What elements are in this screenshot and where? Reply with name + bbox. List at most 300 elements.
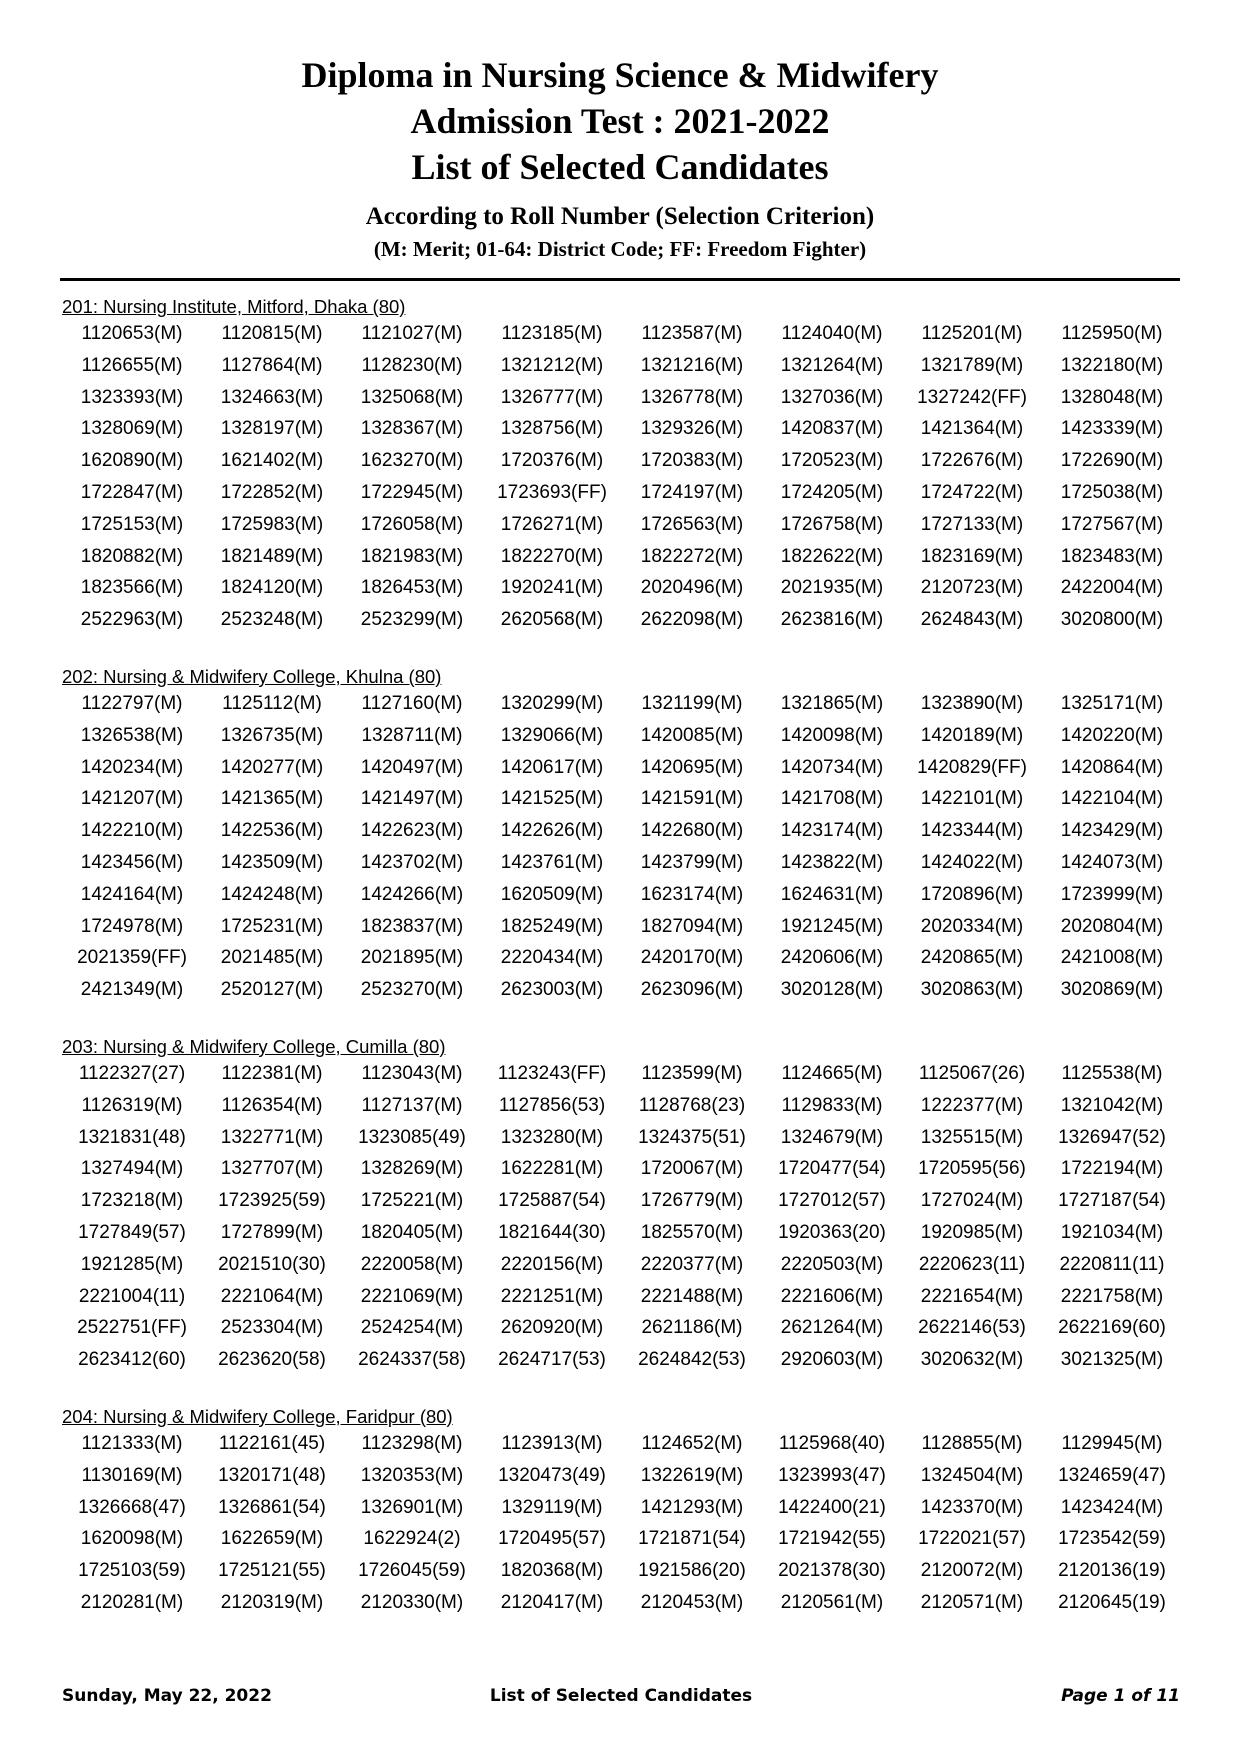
- roll-number: 1921586(20): [638, 1560, 746, 1582]
- roll-number: 1726058(M): [360, 513, 464, 535]
- roll-number: 1329119(M): [501, 1496, 603, 1518]
- roll-number: 1620098(M): [80, 1528, 184, 1550]
- roll-number: 3020800(M): [1060, 609, 1164, 631]
- roll-number: 1123599(M): [641, 1062, 743, 1084]
- footer-page-number: Page 1 of 11: [1061, 1686, 1180, 1706]
- roll-number: 1727133(M): [920, 513, 1024, 535]
- roll-number: 1128855(M): [921, 1432, 1023, 1454]
- roll-number: 2221488(M): [640, 1285, 744, 1307]
- roll-number: 1920985(M): [920, 1221, 1024, 1243]
- roll-number: 2623620(58): [218, 1349, 326, 1371]
- roll-number: 2920603(M): [780, 1349, 884, 1371]
- roll-number: 2221654(M): [920, 1285, 1024, 1307]
- roll-number: 1420829(FF): [917, 756, 1027, 778]
- roll-number: 1123185(M): [501, 323, 603, 344]
- roll-number: 1423339(M): [1060, 418, 1164, 440]
- roll-number: 1422680(M): [640, 820, 744, 842]
- roll-number: 3020632(M): [920, 1349, 1024, 1371]
- roll-number: 2020496(M): [640, 577, 744, 599]
- roll-number: 1326777(M): [500, 386, 604, 408]
- roll-number: 1125950(M): [1061, 323, 1163, 344]
- college-section: [62, 666, 1180, 1006]
- roll-number: 1124652(M): [641, 1432, 743, 1454]
- roll-number: 2021378(30): [778, 1560, 886, 1582]
- roll-number: 2221758(M): [1060, 1285, 1164, 1307]
- roll-number: 1122327(27): [78, 1062, 186, 1084]
- roll-number: 1423174(M): [780, 820, 884, 842]
- roll-number: 1421365(M): [220, 788, 324, 810]
- roll-number: 3021325(M): [1060, 1349, 1164, 1371]
- roll-number: 2020334(M): [920, 915, 1024, 937]
- roll-number: 1323393(M): [80, 386, 184, 408]
- roll-number: 1126319(M): [81, 1094, 183, 1116]
- roll-number: 1423509(M): [220, 851, 324, 873]
- roll-number: 1722852(M): [220, 481, 324, 503]
- roll-number: 1720067(M): [640, 1158, 744, 1180]
- roll-number: 1423370(M): [920, 1496, 1024, 1518]
- roll-number: 1323993(47): [778, 1464, 886, 1486]
- roll-number: 1823837(M): [360, 915, 464, 937]
- roll-number: 3020863(M): [920, 979, 1024, 1001]
- roll-number: 1328069(M): [80, 418, 184, 440]
- roll-number: 2622098(M): [640, 609, 744, 631]
- roll-number: 2221606(M): [780, 1285, 884, 1307]
- roll-number: 1326538(M): [80, 724, 184, 746]
- roll-number: 1422101(M): [920, 788, 1024, 810]
- roll-number: 1424266(M): [360, 883, 464, 905]
- roll-number: 1421207(M): [80, 788, 184, 810]
- roll-number: 1622924(2): [363, 1528, 461, 1550]
- roll-number: 1326861(54): [218, 1496, 326, 1518]
- roll-number: 1326778(M): [640, 386, 744, 408]
- roll-number: 1821644(30): [498, 1221, 606, 1243]
- roll-number: 1824120(M): [220, 577, 324, 599]
- roll-number: 3020869(M): [1060, 979, 1164, 1001]
- roll-number: 1420497(M): [360, 756, 464, 778]
- roll-number: 2420606(M): [780, 947, 884, 969]
- roll-number: 1822270(M): [500, 545, 604, 567]
- college-section: [62, 1036, 1180, 1376]
- roll-number: 2421349(M): [80, 979, 184, 1001]
- roll-number: 2221251(M): [500, 1285, 604, 1307]
- roll-number: 1320299(M): [500, 692, 604, 714]
- roll-number: 1827094(M): [640, 915, 744, 937]
- roll-number: 1823169(M): [920, 545, 1024, 567]
- roll-number: 1125538(M): [1061, 1062, 1163, 1084]
- roll-number: 1622659(M): [220, 1528, 324, 1550]
- roll-number: 1421497(M): [360, 788, 464, 810]
- roll-number: 2520127(M): [220, 979, 324, 1001]
- roll-number: 2620568(M): [500, 609, 604, 631]
- roll-grid: [62, 1058, 1180, 1376]
- roll-number: 2523299(M): [360, 609, 464, 631]
- roll-number: 1122797(M): [81, 692, 183, 714]
- roll-number: 2420170(M): [640, 947, 744, 969]
- roll-number: 2221004(11): [78, 1285, 186, 1307]
- roll-number: 1328269(M): [360, 1158, 464, 1180]
- roll-number: 1321789(M): [920, 354, 1024, 376]
- roll-number: 1130169(M): [81, 1464, 183, 1486]
- roll-number: 2624842(53): [638, 1349, 746, 1371]
- roll-number: 1724722(M): [920, 481, 1024, 503]
- roll-number: 1422536(M): [220, 820, 324, 842]
- roll-number: 1820368(M): [500, 1560, 604, 1582]
- roll-number: 1120653(M): [81, 323, 183, 344]
- roll-number: 1822272(M): [640, 545, 744, 567]
- roll-number: 1320171(48): [218, 1464, 326, 1486]
- section-title: 204: Nursing & Midwifery College, Faridpur (80): [62, 1405, 453, 1427]
- roll-number: 1420098(M): [780, 724, 884, 746]
- header-divider: [60, 278, 1180, 281]
- roll-number: 1124040(M): [781, 323, 883, 344]
- roll-number: 1424164(M): [80, 883, 184, 905]
- roll-number: 1423429(M): [1060, 820, 1164, 842]
- roll-number: 1822622(M): [780, 545, 884, 567]
- roll-number: 1123913(M): [501, 1432, 603, 1454]
- roll-number: 1727187(54): [1058, 1190, 1166, 1212]
- roll-number: 1126655(M): [81, 354, 183, 376]
- roll-grid: [62, 688, 1180, 1006]
- roll-number: 2620920(M): [500, 1317, 604, 1339]
- roll-number: 1325515(M): [920, 1126, 1024, 1148]
- college-section: [62, 1406, 1180, 1619]
- roll-number: 1725983(M): [220, 513, 324, 535]
- roll-number: 1128230(M): [361, 354, 463, 376]
- sections-container: [62, 296, 1180, 1649]
- roll-number: 1622281(M): [500, 1158, 604, 1180]
- roll-number: 1127856(53): [498, 1094, 606, 1116]
- roll-number: 2220503(M): [780, 1253, 884, 1275]
- roll-number: 2120319(M): [220, 1591, 324, 1613]
- roll-number: 1125201(M): [921, 323, 1023, 344]
- roll-number: 1723218(M): [80, 1190, 184, 1212]
- roll-number: 1121333(M): [81, 1432, 183, 1454]
- roll-number: 1327707(M): [220, 1158, 324, 1180]
- roll-number: 1423344(M): [920, 820, 1024, 842]
- roll-number: 1921034(M): [1060, 1221, 1164, 1243]
- roll-number: 2220811(11): [1059, 1253, 1165, 1275]
- roll-number: 1329066(M): [500, 724, 604, 746]
- roll-number: 1325171(M): [1060, 692, 1164, 714]
- roll-number: 2522751(FF): [77, 1317, 187, 1339]
- roll-number: 1421525(M): [500, 788, 604, 810]
- roll-number: 1725221(M): [360, 1190, 464, 1212]
- roll-number: 2522963(M): [80, 609, 184, 631]
- roll-number: 1328711(M): [361, 724, 463, 746]
- roll-number: 2021935(M): [780, 577, 884, 599]
- roll-number: 1727899(M): [220, 1221, 324, 1243]
- roll-number: 2021359(FF): [77, 947, 187, 969]
- roll-number: 1321264(M): [780, 354, 884, 376]
- roll-number: 1328756(M): [500, 418, 604, 440]
- roll-number: 1620509(M): [500, 883, 604, 905]
- roll-number: 2621264(M): [780, 1317, 884, 1339]
- roll-number: 2021485(M): [220, 947, 324, 969]
- roll-number: 1720376(M): [500, 450, 604, 472]
- section-title: 203: Nursing & Midwifery College, Cumilla (80): [62, 1035, 446, 1057]
- roll-number: 1127137(M): [361, 1094, 463, 1116]
- section-title: 202: Nursing & Midwifery College, Khulna (80): [62, 665, 442, 687]
- roll-number: 2623003(M): [500, 979, 604, 1001]
- roll-number: 1422623(M): [360, 820, 464, 842]
- title-line-2: Admission Test : 2021-2022: [410, 101, 830, 141]
- roll-number: 2624843(M): [920, 609, 1024, 631]
- roll-number: 2120136(19): [1058, 1560, 1166, 1582]
- roll-number: 1727012(57): [778, 1190, 886, 1212]
- roll-number: 1722194(M): [1060, 1158, 1164, 1180]
- roll-number: 2221064(M): [220, 1285, 324, 1307]
- roll-number: 1322619(M): [640, 1464, 744, 1486]
- roll-number: 1420189(M): [920, 724, 1024, 746]
- roll-number: 2120417(M): [500, 1591, 604, 1613]
- roll-number: 1620890(M): [80, 450, 184, 472]
- roll-number: 1321212(M): [500, 354, 604, 376]
- roll-number: 1423456(M): [80, 851, 184, 873]
- roll-grid: [62, 1428, 1180, 1619]
- roll-number: 2421008(M): [1060, 947, 1164, 969]
- roll-number: 1826453(M): [360, 577, 464, 599]
- roll-number: 1423799(M): [640, 851, 744, 873]
- roll-number: 1722676(M): [920, 450, 1024, 472]
- roll-number: 1125112(M): [222, 692, 322, 714]
- roll-number: 1322180(M): [1060, 354, 1164, 376]
- footer-date: Sunday, May 22, 2022: [62, 1686, 272, 1706]
- roll-number: 1328048(M): [1060, 386, 1164, 408]
- roll-number: 1623174(M): [640, 883, 744, 905]
- roll-number: 1120815(M): [221, 323, 323, 344]
- roll-number: 1124665(M): [781, 1062, 883, 1084]
- roll-number: 1321831(48): [78, 1126, 186, 1148]
- roll-number: 1129833(M): [781, 1094, 883, 1116]
- roll-number: 1420864(M): [1060, 756, 1164, 778]
- roll-number: 1723925(59): [218, 1190, 326, 1212]
- footer-title: List of Selected Candidates: [489, 1686, 753, 1706]
- roll-number: 1720383(M): [640, 450, 744, 472]
- roll-number: 1326901(M): [360, 1496, 464, 1518]
- roll-number: 1123587(M): [641, 323, 743, 344]
- roll-number: 1122161(45): [218, 1432, 326, 1454]
- roll-number: 1720595(56): [918, 1158, 1026, 1180]
- roll-number: 1920363(20): [778, 1221, 886, 1243]
- roll-number: 1324375(51): [638, 1126, 746, 1148]
- roll-number: 1322771(M): [220, 1126, 324, 1148]
- roll-number: 1725121(55): [218, 1560, 326, 1582]
- roll-number: 1920241(M): [500, 577, 604, 599]
- roll-number: 2220377(M): [640, 1253, 744, 1275]
- roll-number: 1126354(M): [221, 1094, 323, 1116]
- roll-number: 1423424(M): [1060, 1496, 1164, 1518]
- roll-number: 1724978(M): [80, 915, 184, 937]
- roll-number: 2624717(53): [498, 1349, 606, 1371]
- roll-number: 1123043(M): [361, 1062, 463, 1084]
- roll-number: 1823483(M): [1060, 545, 1164, 567]
- roll-number: 1125067(26): [918, 1062, 1026, 1084]
- roll-number: 1420837(M): [780, 418, 884, 440]
- roll-number: 1720495(57): [498, 1528, 606, 1550]
- roll-number: 1921245(M): [780, 915, 884, 937]
- roll-number: 1420085(M): [640, 724, 744, 746]
- roll-number: 2120561(M): [780, 1591, 884, 1613]
- title-line-3: List of Selected Candidates: [411, 147, 829, 187]
- roll-number: 2623096(M): [640, 979, 744, 1001]
- roll-number: 1423702(M): [360, 851, 464, 873]
- roll-number: 1122381(M): [221, 1062, 323, 1084]
- roll-number: 1726758(M): [780, 513, 884, 535]
- roll-number: 2120645(19): [1058, 1591, 1166, 1613]
- roll-number: 2420865(M): [920, 947, 1024, 969]
- roll-number: 1327242(FF): [917, 386, 1027, 408]
- roll-number: 1921285(M): [80, 1253, 184, 1275]
- roll-number: 1423822(M): [780, 851, 884, 873]
- roll-number: 1323890(M): [920, 692, 1024, 714]
- roll-number: 1726271(M): [500, 513, 604, 535]
- roll-number: 1723999(M): [1060, 883, 1164, 905]
- section-title: 201: Nursing Institute, Mitford, Dhaka (80): [62, 296, 406, 317]
- roll-number: 1326668(47): [78, 1496, 186, 1518]
- roll-number: 1325068(M): [360, 386, 464, 408]
- roll-number: 2120330(M): [360, 1591, 464, 1613]
- roll-number: 1128768(23): [638, 1094, 746, 1116]
- roll-number: 2021510(30): [218, 1253, 326, 1275]
- roll-number: 1420695(M): [640, 756, 744, 778]
- roll-number: 1123243(FF): [497, 1062, 607, 1084]
- roll-number: 1725887(54): [498, 1190, 606, 1212]
- roll-number: 2020804(M): [1060, 915, 1164, 937]
- roll-number: 2220156(M): [500, 1253, 604, 1275]
- roll-number: 1320473(49): [498, 1464, 606, 1486]
- roll-number: 1321199(M): [641, 692, 743, 714]
- roll-number: 1424073(M): [1060, 851, 1164, 873]
- roll-number: 1722021(57): [918, 1528, 1026, 1550]
- roll-number: 2621186(M): [641, 1317, 743, 1339]
- roll-number: 1721942(55): [778, 1528, 886, 1550]
- roll-number: 1328367(M): [360, 418, 464, 440]
- title-line-1: Diploma in Nursing Science & Midwifery: [301, 55, 939, 95]
- roll-number: 1722847(M): [80, 481, 184, 503]
- roll-number: 1324659(47): [1058, 1464, 1166, 1486]
- roll-number: 2623412(60): [78, 1349, 186, 1371]
- roll-number: 1424022(M): [920, 851, 1024, 873]
- roll-number: 1125968(40): [778, 1432, 886, 1454]
- roll-number: 1821489(M): [220, 545, 324, 567]
- roll-number: 1725103(59): [78, 1560, 186, 1582]
- roll-number: 1422210(M): [80, 820, 184, 842]
- roll-number: 2120072(M): [920, 1560, 1024, 1582]
- roll-number: 1825249(M): [500, 915, 604, 937]
- roll-number: 1723693(FF): [497, 481, 607, 503]
- roll-number: 1420277(M): [220, 756, 324, 778]
- page-footer: [62, 1686, 1180, 1712]
- roll-number: 1326947(52): [1058, 1126, 1166, 1148]
- roll-number: 1327494(M): [80, 1158, 184, 1180]
- roll-number: 1421708(M): [780, 788, 884, 810]
- roll-number: 2220434(M): [500, 947, 604, 969]
- roll-number: 1327036(M): [780, 386, 884, 408]
- roll-number: 2422004(M): [1060, 577, 1164, 599]
- roll-number: 1720523(M): [780, 450, 884, 472]
- roll-number: 2220058(M): [360, 1253, 464, 1275]
- roll-number: 1825570(M): [640, 1221, 744, 1243]
- roll-number: 1623270(M): [360, 450, 464, 472]
- roll-number: 2523270(M): [360, 979, 464, 1001]
- roll-number: 1123298(M): [361, 1432, 463, 1454]
- roll-number: 1127864(M): [221, 354, 323, 376]
- roll-number: 1129945(M): [1061, 1432, 1163, 1454]
- document-header: [0, 52, 1240, 264]
- roll-number: 2624337(58): [358, 1349, 466, 1371]
- roll-number: 1820882(M): [80, 545, 184, 567]
- roll-number: 1127160(M): [361, 692, 463, 714]
- roll-number: 1722945(M): [360, 481, 464, 503]
- roll-number: 1328197(M): [220, 418, 324, 440]
- roll-number: 1324679(M): [780, 1126, 884, 1148]
- roll-number: 1821983(M): [360, 545, 464, 567]
- roll-number: 1421591(M): [640, 788, 744, 810]
- roll-number: 1329326(M): [640, 418, 744, 440]
- roll-number: 2523248(M): [220, 609, 324, 631]
- selection-criterion: According to Roll Number (Selection Criterion): [365, 203, 875, 230]
- roll-number: 1823566(M): [80, 577, 184, 599]
- roll-number: 1321865(M): [780, 692, 884, 714]
- roll-number: 2120723(M): [920, 577, 1024, 599]
- roll-number: 2622169(60): [1058, 1317, 1166, 1339]
- roll-number: 1724205(M): [780, 481, 884, 503]
- roll-number: 2220623(11): [918, 1253, 1026, 1275]
- roll-number: 1723542(59): [1058, 1528, 1166, 1550]
- roll-number: 1820405(M): [360, 1221, 464, 1243]
- roll-number: 2622146(53): [918, 1317, 1026, 1339]
- roll-number: 1324504(M): [920, 1464, 1024, 1486]
- roll-number: 1727024(M): [920, 1190, 1024, 1212]
- roll-number: 1725038(M): [1060, 481, 1164, 503]
- roll-number: 1324663(M): [220, 386, 324, 408]
- roll-number: 1323280(M): [500, 1126, 604, 1148]
- roll-number: 1720477(54): [778, 1158, 886, 1180]
- roll-number: 1321216(M): [640, 354, 744, 376]
- roll-number: 1420617(M): [500, 756, 604, 778]
- roll-number: 1421364(M): [920, 418, 1024, 440]
- roll-number: 1726563(M): [640, 513, 744, 535]
- roll-number: 1726779(M): [640, 1190, 744, 1212]
- roll-number: 1321042(M): [1060, 1094, 1164, 1116]
- roll-number: 1725231(M): [220, 915, 324, 937]
- roll-number: 1721871(54): [638, 1528, 746, 1550]
- roll-number: 3020128(M): [780, 979, 884, 1001]
- roll-number: 1320353(M): [360, 1464, 464, 1486]
- college-section: [62, 296, 1180, 636]
- roll-number: 2120571(M): [920, 1591, 1024, 1613]
- roll-number: 1323085(49): [358, 1126, 466, 1148]
- roll-number: 1424248(M): [220, 883, 324, 905]
- roll-number: 1720896(M): [920, 883, 1024, 905]
- roll-number: 1420734(M): [780, 756, 884, 778]
- legend: (M: Merit; 01-64: District Code; FF: Freedom Fighter): [373, 237, 867, 261]
- roll-number: 2221069(M): [360, 1285, 464, 1307]
- roll-number: 1725153(M): [80, 513, 184, 535]
- roll-number: 2120281(M): [80, 1591, 184, 1613]
- roll-number: 2120453(M): [640, 1591, 744, 1613]
- roll-number: 1727567(M): [1060, 513, 1164, 535]
- roll-number: 1422104(M): [1060, 788, 1164, 810]
- roll-number: 1421293(M): [640, 1496, 744, 1518]
- roll-number: 2623816(M): [780, 609, 884, 631]
- roll-number: 1621402(M): [220, 450, 324, 472]
- roll-number: 1422626(M): [500, 820, 604, 842]
- roll-number: 1222377(M): [920, 1094, 1024, 1116]
- roll-number: 1624631(M): [780, 883, 884, 905]
- roll-number: 1722690(M): [1060, 450, 1164, 472]
- roll-grid: [62, 318, 1180, 636]
